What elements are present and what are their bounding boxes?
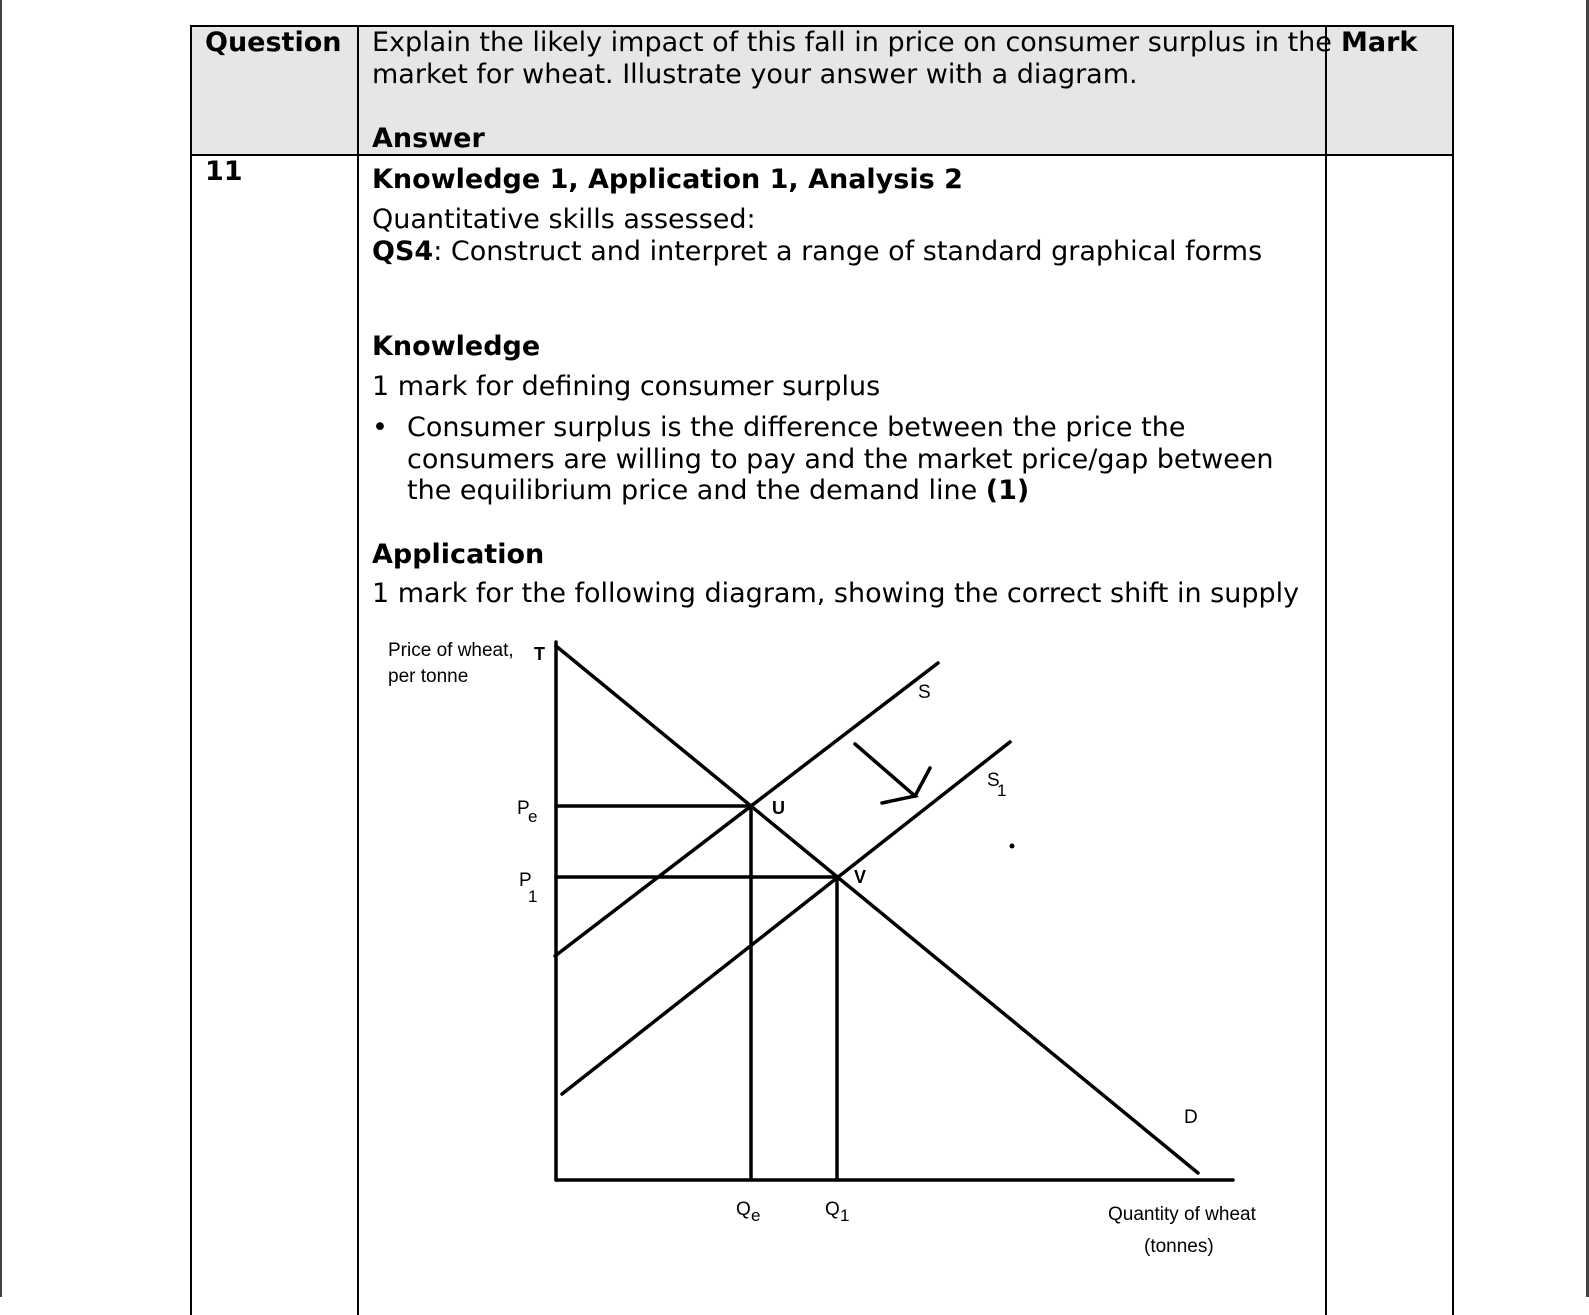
bullet-mark: (1): [985, 475, 1030, 506]
qs-label: Quantitative skills assessed:: [372, 204, 756, 235]
table-col-divider-2: [1325, 25, 1327, 1315]
table-left-border: [190, 25, 192, 1315]
x-axis-label-line1: Quantity of wheat: [1108, 1204, 1256, 1225]
table-right-border: [1452, 25, 1454, 1315]
question-text-line1: Explain the likely impact of this fall in price on consumer surplus in the: [372, 27, 1332, 58]
qs-code: QS4: [372, 236, 434, 267]
bullet-line1: Consumer surplus is the difference between the price the: [407, 412, 1186, 443]
application-title: Application: [372, 539, 545, 570]
bullet-line2: consumers are willing to pay and the market price/gap between: [407, 444, 1274, 475]
qty-qe-sub: e: [751, 1206, 761, 1225]
stray-dot: [1010, 844, 1015, 849]
point-t-label: T: [534, 644, 545, 664]
demand-curve: [556, 646, 1198, 1173]
qty-q1-sub: 1: [840, 1206, 850, 1225]
supply-demand-diagram: [380, 630, 1280, 1270]
page-edge-left: [0, 0, 2, 1297]
header-mark: Mark: [1341, 27, 1418, 58]
price-p1-sub: 1: [528, 887, 538, 906]
supply-curve-s1: [562, 742, 1010, 1094]
header-question: Question: [205, 27, 342, 58]
question-number: 11: [205, 156, 243, 187]
qty-q1-label: Q: [825, 1199, 840, 1220]
table-col-divider-1: [357, 25, 359, 1315]
price-pe-sub: e: [528, 807, 538, 826]
price-p1-label: P: [519, 870, 532, 891]
header-answer: Answer: [372, 123, 485, 154]
y-axis-label-line1: Price of wheat,: [388, 640, 514, 661]
x-axis-label-line2: (tonnes): [1144, 1236, 1214, 1257]
point-u-label: U: [772, 798, 785, 818]
mark-allocation-heading: Knowledge 1, Application 1, Analysis 2: [372, 164, 963, 195]
qs-text: : Construct and interpret a range of standard graphical forms: [433, 236, 1263, 267]
supply-s1-sub: 1: [997, 781, 1007, 800]
qty-qe-label: Q: [736, 1199, 751, 1220]
bullet-line3: [407, 475, 1029, 507]
supply-s-label: S: [918, 682, 931, 703]
y-axis-label-line2: per tonne: [388, 666, 469, 687]
question-text-line2: market for wheat. Illustrate your answer with a diagram.: [372, 59, 1138, 90]
application-text: 1 mark for the following diagram, showing the correct shift in supply: [372, 578, 1300, 609]
qs-line: [372, 236, 1262, 268]
knowledge-text: 1 mark for defining consumer surplus: [372, 371, 881, 402]
supply-s1-label: S: [987, 770, 1000, 791]
price-pe-label: P: [517, 798, 530, 819]
shift-arrow-icon: [855, 744, 915, 803]
demand-d-label: D: [1184, 1107, 1198, 1128]
bullet-line3-text: the equilibrium price and the demand line: [407, 475, 986, 506]
point-v-label: V: [854, 867, 867, 887]
bullet-icon: •: [372, 412, 388, 443]
knowledge-title: Knowledge: [372, 331, 541, 362]
